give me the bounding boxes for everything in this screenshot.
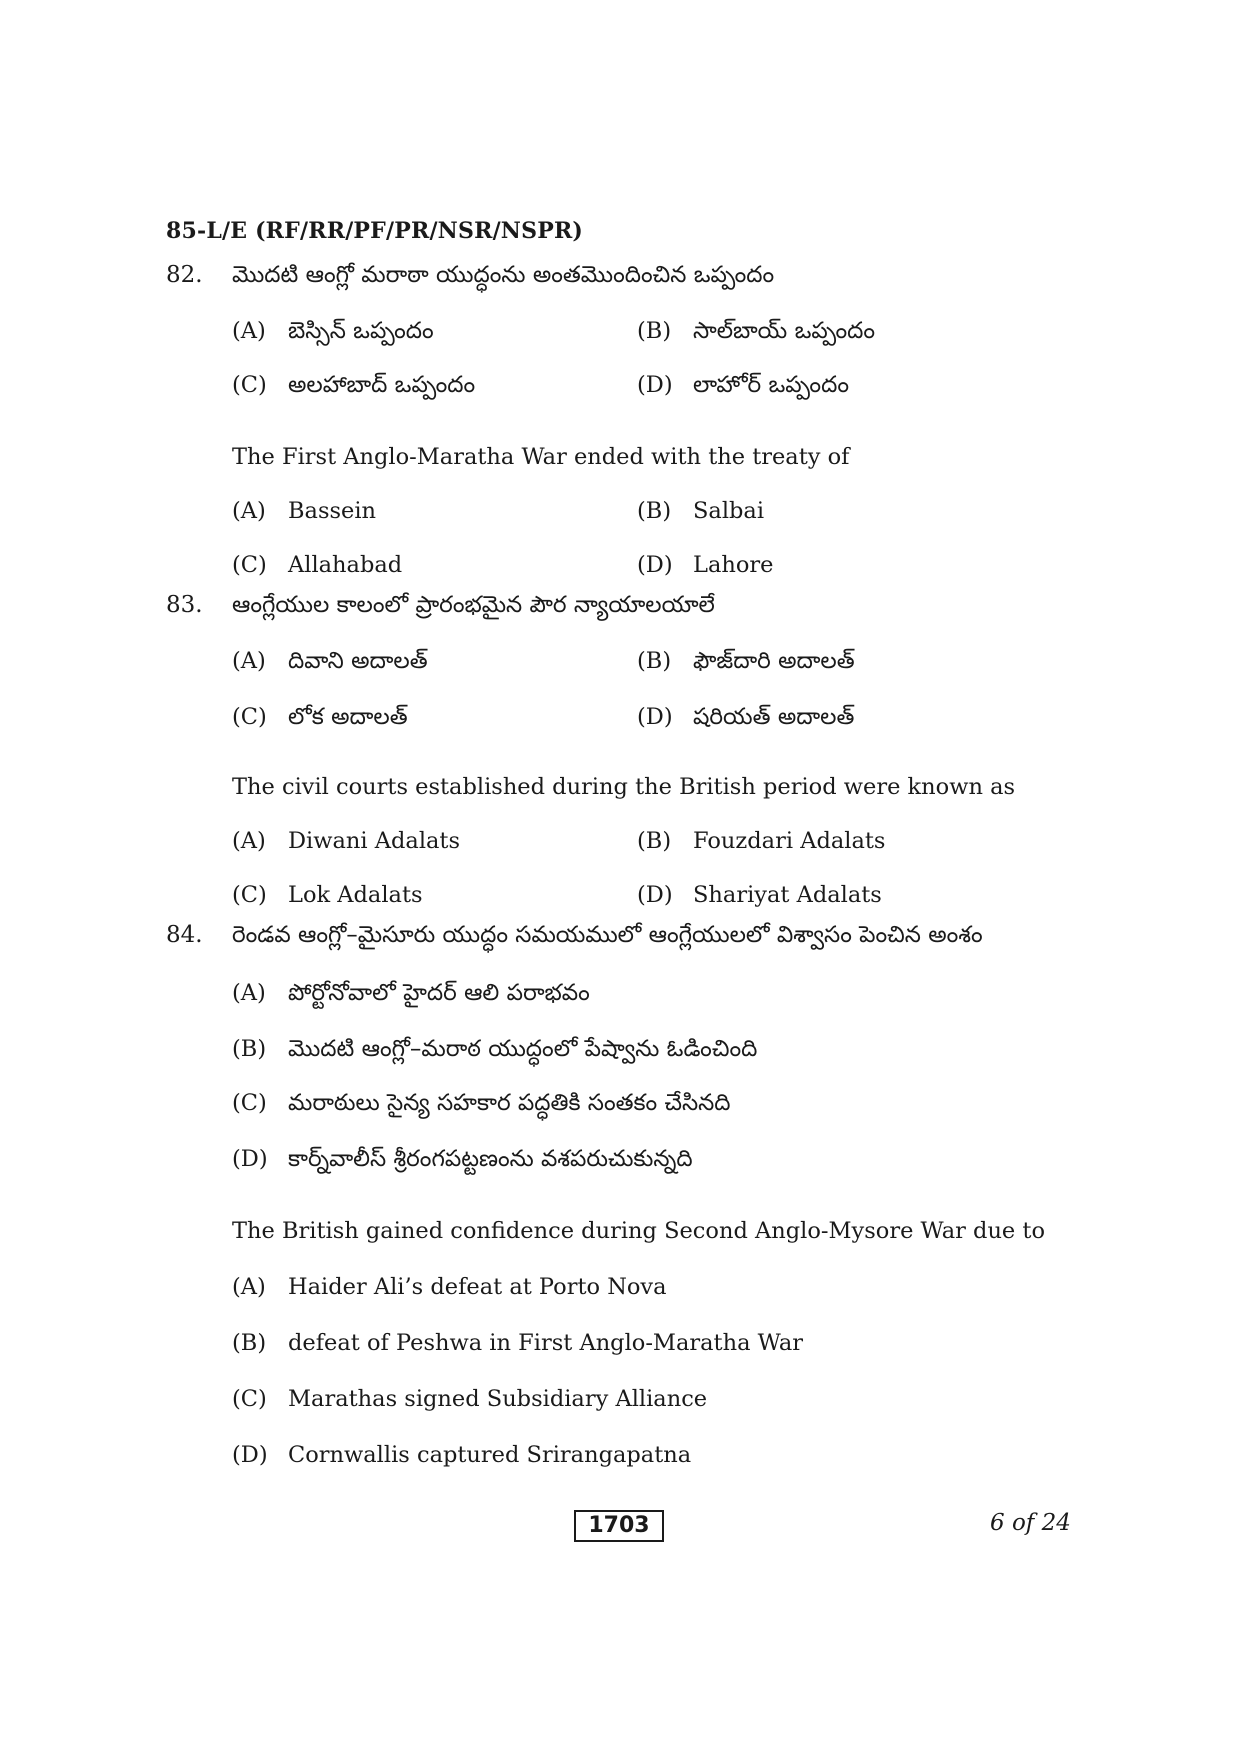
question-text: ఆంగ్లేయుల కాలంలో ప్రారంభమైన పౌర న్యాయాలయాలే bbox=[232, 592, 715, 618]
q82-english-option-a: (A) Bassein bbox=[232, 498, 377, 524]
q83-english-option-d: (D) Shariyat Adalats bbox=[637, 882, 882, 908]
q84-english-option-a: (A) Haider Ali’s defeat at Porto Nova bbox=[232, 1274, 667, 1300]
q84-english-option-b: (B) defeat of Peshwa in First Anglo-Maratha War bbox=[232, 1330, 803, 1356]
question-text: మొదటి ఆంగ్లో మరాఠా యుద్ధంను అంతమొందించిన ఒప్పందం bbox=[232, 262, 775, 288]
paper-code-header: 85-L/E (RF/RR/PF/PR/NSR/NSPR) bbox=[166, 218, 584, 244]
q82-english-option-c: (C) Allahabad bbox=[232, 552, 403, 578]
question-83-telugu-stem bbox=[166, 592, 715, 624]
q84-telugu-option-b: (B) మొదటి ఆంగ్లో–మరాఠ యుద్ధంలో పేష్వాను ఓడించింది bbox=[232, 1036, 758, 1062]
q82-telugu-option-c: (C) అలహాబాద్ ఒప్పందం bbox=[232, 372, 476, 398]
question-number: 84. bbox=[166, 922, 203, 948]
q84-english-stem: The British gained confidence during Second Anglo-Mysore War due to bbox=[232, 1218, 1045, 1244]
paper-code-box: 1703 bbox=[574, 1510, 664, 1542]
question-number: 83. bbox=[166, 592, 203, 618]
q84-telugu-option-a: (A) పోర్టోనోవాలో హైదర్ ఆలి పరాభవం bbox=[232, 980, 590, 1006]
q84-telugu-option-d: (D) కార్న్‌వాలీస్ శ్రీరంగపట్టణంను వశపరుచుకున్నది bbox=[232, 1146, 693, 1172]
q83-telugu-option-d: (D) షరియత్ అదాలత్ bbox=[637, 704, 855, 730]
q83-english-stem: The civil courts established during the British period were known as bbox=[232, 774, 1016, 800]
q84-english-option-c: (C) Marathas signed Subsidiary Alliance bbox=[232, 1386, 708, 1412]
q83-english-option-b: (B) Fouzdari Adalats bbox=[637, 828, 886, 854]
q82-telugu-option-d: (D) లాహోర్ ఒప్పందం bbox=[637, 372, 849, 398]
q83-telugu-option-a: (A) దివాని అదాలత్ bbox=[232, 648, 428, 674]
q83-telugu-option-c: (C) లోక అదాలత్ bbox=[232, 704, 408, 730]
q82-telugu-option-b: (B) సాల్‌బాయ్ ఒప్పందం bbox=[637, 318, 876, 344]
q83-telugu-option-b: (B) ఫౌజ్‌దారి అదాలత్ bbox=[637, 648, 855, 674]
q82-english-option-b: (B) Salbai bbox=[637, 498, 765, 524]
question-number: 82. bbox=[166, 262, 203, 288]
question-text: రెండవ ఆంగ్లో–మైసూరు యుద్ధం సమయములో ఆంగ్లేయులలో విశ్వాసం పెంచిన అంశం bbox=[232, 922, 983, 948]
q84-english-option-d: (D) Cornwallis captured Srirangapatna bbox=[232, 1442, 692, 1468]
q83-english-option-c: (C) Lok Adalats bbox=[232, 882, 423, 908]
q84-telugu-option-c: (C) మరాఠులు సైన్య సహకార పద్ధతికి సంతకం చేసినది bbox=[232, 1090, 731, 1116]
q83-english-option-a: (A) Diwani Adalats bbox=[232, 828, 461, 854]
q82-english-stem: The First Anglo-Maratha War ended with the treaty of bbox=[232, 444, 850, 470]
page-number: 6 of 24 bbox=[990, 1510, 1071, 1536]
question-82-telugu-stem bbox=[166, 262, 774, 294]
q82-telugu-option-a: (A) బెస్సిన్ ఒప్పందం bbox=[232, 318, 434, 344]
q82-english-option-d: (D) Lahore bbox=[637, 552, 774, 578]
question-84-telugu-stem bbox=[166, 922, 983, 954]
